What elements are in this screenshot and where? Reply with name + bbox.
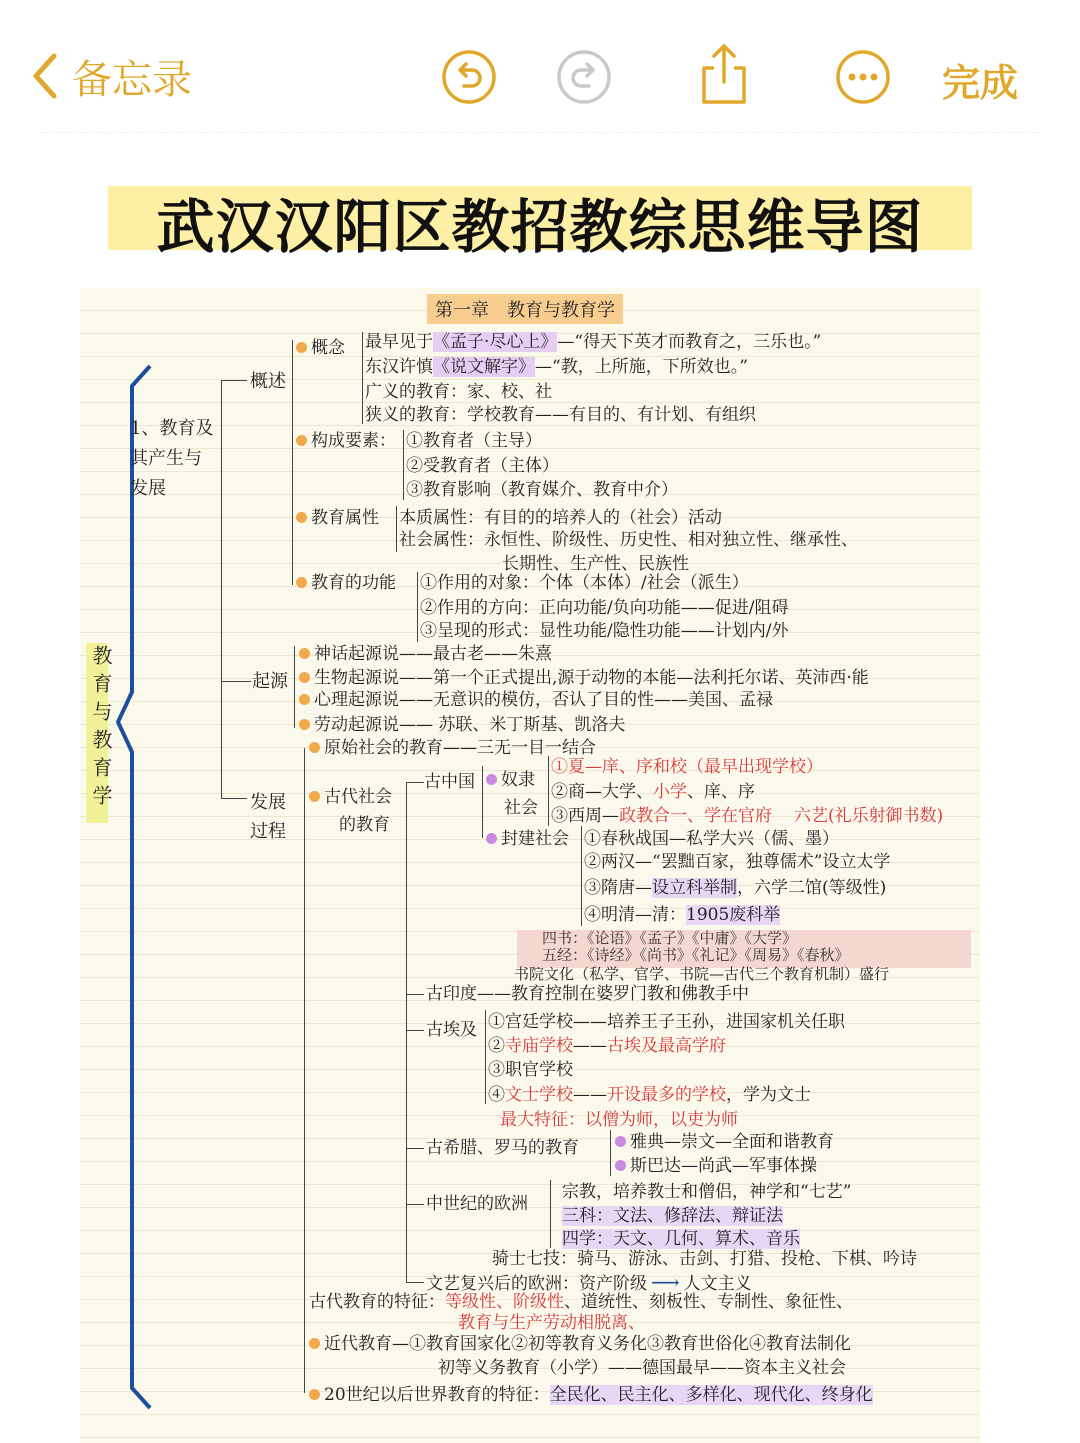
back-label: 备忘录 — [72, 56, 192, 103]
concept-connector — [362, 332, 363, 424]
greece-connector — [610, 1130, 611, 1176]
egypt-palace-school: ①宫廷学校——培养王子王孙，进国家机关任职 — [488, 1012, 845, 1032]
overview-label: 概述 — [250, 371, 286, 392]
function-connector — [417, 572, 418, 642]
element-3: ③教育影响（教育媒介、教育中介） — [406, 480, 678, 500]
ancient-connector — [406, 1282, 424, 1283]
slave-connector — [548, 756, 549, 826]
origin-item-4: 劳动起源说—— 苏联、米丁斯基、凯洛夫 — [299, 715, 625, 735]
chevron-left-icon — [30, 52, 60, 100]
attribute-node: 教育属性 — [296, 508, 379, 528]
development-label: 发展 过程 — [250, 792, 286, 842]
medieval-quadrivium: 四学：天文、几何、算术、音乐 — [562, 1229, 800, 1249]
redo-button[interactable] — [555, 48, 613, 110]
branch-connector — [221, 380, 222, 798]
share-button[interactable] — [696, 42, 752, 110]
concept-line-4: 狭义的教育：学校教育——有目的、有计划、有组织 — [365, 405, 756, 425]
china-connector — [482, 766, 483, 838]
function-2: ②作用的方向：正向功能/负向功能——促进/阻碍 — [420, 598, 789, 618]
concept-line-2: 东汉许慎《说文解字》—“教，上所施，下所效也。” — [365, 357, 748, 377]
undo-icon — [440, 48, 498, 106]
toolbar-divider — [40, 132, 1040, 133]
medieval-connector — [550, 1180, 551, 1248]
slave-society-node: 奴隶 社会 — [486, 766, 538, 822]
ancient-education-features-2: 教育与生产劳动相脱离、 — [458, 1313, 645, 1333]
notes-toolbar — [0, 0, 1080, 135]
attribute-connector — [396, 506, 397, 552]
done-button[interactable]: 完成 — [942, 61, 1019, 105]
medieval-europe-label: 中世纪的欧洲 — [426, 1194, 528, 1214]
more-icon — [834, 48, 892, 106]
root-topic: 教育与教育学 — [86, 643, 108, 823]
origin-item-1: 神话起源说——最古老——朱熹 — [299, 644, 552, 664]
share-icon — [696, 42, 752, 106]
note-title: 武汉汉阳区教招教综思维导图 — [156, 193, 924, 261]
root-bracket — [110, 362, 154, 1412]
branch-connector — [221, 798, 247, 799]
ancient-china-label: 古中国 — [424, 772, 475, 792]
feudal-society-node: 封建社会 — [486, 829, 569, 849]
overview-connector — [292, 340, 293, 585]
ancient-connector — [406, 782, 424, 783]
greece-rome-label: 古希腊、罗马的教育 — [426, 1138, 579, 1158]
origin-item-2: 生物起源说——第一个正式提出,源于动物的本能—法利托尔诺、英沛西·能 — [299, 668, 869, 688]
origin-item-3: 心理起源说——无意识的模仿，否认了目的性——美国、孟禄 — [299, 690, 773, 710]
knight-seven-skills: 骑士七技：骑马、游泳、击剑、打猎、投枪、下棋、吟诗 — [492, 1249, 917, 1269]
concept-line-3: 广义的教育：家、校、社 — [365, 382, 552, 402]
ancient-connector — [406, 782, 407, 1282]
feudal-lianghan: ②两汉—“罢黜百家，独尊儒术”设立太学 — [584, 852, 891, 872]
egypt-temple-school: ②寺庙学校——古埃及最高学府 — [488, 1036, 726, 1056]
branch-1-label: 1、教育及其产生与发展 — [130, 418, 214, 499]
medieval-trivium: 三科：文法、修辞法、辩证法 — [562, 1206, 783, 1226]
function-3: ③呈现的形式：显性功能/隐性功能——计划内/外 — [420, 621, 789, 641]
function-1: ①作用的对象：个体（本体）/社会（派生） — [420, 573, 749, 593]
academy-culture: 书院文化（私学、官学、书院—古代三个教育机制）盛行 — [514, 965, 890, 983]
primitive-education: 原始社会的教育——三无一目一结合 — [309, 738, 596, 758]
egypt-official-school: ③职官学校 — [488, 1060, 573, 1080]
slave-xizhou: ③西周—政教合一、学在官府 六艺(礼乐射御书数) — [551, 806, 944, 826]
attribute-1: 本质属性：有目的的培养人的（社会）活动 — [399, 508, 722, 528]
function-node: 教育的功能 — [296, 573, 396, 593]
feudal-suitang: ③隋唐—设立科举制，六学二馆(等级性) — [584, 878, 887, 898]
modern-education: 近代教育—①教育国家化②初等教育义务化③教育世俗化④教育法制化 — [309, 1334, 851, 1354]
ancient-connector — [406, 1204, 424, 1205]
origin-connector — [294, 646, 295, 728]
more-button[interactable] — [834, 48, 892, 110]
egypt-feature: 最大特征：以僧为师，以吏为师 — [500, 1110, 738, 1130]
back-button[interactable] — [30, 48, 192, 104]
egypt-connector — [485, 1010, 486, 1104]
egypt-scribe-school: ④文士学校——开设最多的学校，学为文士 — [488, 1085, 811, 1105]
ancient-connector — [406, 1030, 424, 1031]
compulsory-education: 初等义务教育（小学）——德国最早——资本主义社会 — [438, 1358, 846, 1378]
development-connector — [304, 748, 305, 1393]
mind-map-image — [80, 288, 980, 1443]
concept-node: 概念 — [296, 338, 345, 358]
origin-label: 起源 — [252, 671, 288, 692]
chapter-title: 第一章 教育与教育学 — [427, 294, 623, 324]
medieval-religion: 宗教，培养教士和僧侣，神学和“七艺” — [562, 1182, 852, 1202]
concept-line-1: 最早见于《孟子·尽心上》—“得天下英才而教育之，三乐也。” — [365, 332, 822, 352]
feudal-connector — [581, 826, 582, 926]
slave-shang: ②商—大学、小学、庠、序 — [551, 782, 755, 802]
redo-icon — [555, 48, 613, 106]
branch-connector — [221, 380, 247, 381]
ancient-education-node: 古代社会 的教育 — [309, 783, 392, 839]
slave-xia: ①夏—庠、序和校（最早出现学校） — [551, 757, 823, 777]
element-2: ②受教育者（主体） — [406, 456, 559, 476]
twentieth-century-features: 20世纪以后世界教育的特征：全民化、民主化、多样化、现代化、终身化 — [309, 1385, 873, 1405]
ancient-egypt-label: 古埃及 — [426, 1020, 477, 1040]
element-1: ①教育者（主导） — [406, 431, 542, 451]
attribute-3: 长期性、生产性、民族性 — [502, 554, 689, 574]
feudal-chunqiu: ①春秋战国—私学大兴（儒、墨） — [584, 829, 839, 849]
feudal-mingqing: ④明清—清：1905废科举 — [584, 905, 781, 925]
athens: 雅典—崇文—全面和谐教育 — [615, 1132, 834, 1152]
ancient-india: 古印度——教育控制在婆罗门教和佛教手中 — [426, 984, 749, 1004]
attribute-2: 社会属性：永恒性、阶级性、历史性、相对独立性、继承性、 — [399, 530, 858, 550]
renaissance-europe: 文艺复兴后的欧洲：资产阶级 ⟶ 人文主义 — [426, 1270, 752, 1294]
undo-button[interactable] — [440, 48, 498, 110]
ancient-connector — [406, 994, 424, 995]
four-books: 四书：《论语》《孟子》《中庸》《大学》 — [542, 929, 798, 947]
branch-connector — [221, 681, 251, 682]
elements-connector — [403, 430, 404, 500]
sparta: 斯巴达—尚武—军事体操 — [615, 1156, 817, 1176]
ancient-education-features: 古代教育的特征：等级性、阶级性、道统性、刻板性、专制性、象征性、 — [309, 1292, 853, 1312]
elements-node: 构成要素： — [296, 431, 396, 451]
five-classics: 五经：《诗经》《尚书》《礼记》《周易》《春秋》 — [542, 946, 850, 964]
ancient-connector — [406, 1148, 424, 1149]
